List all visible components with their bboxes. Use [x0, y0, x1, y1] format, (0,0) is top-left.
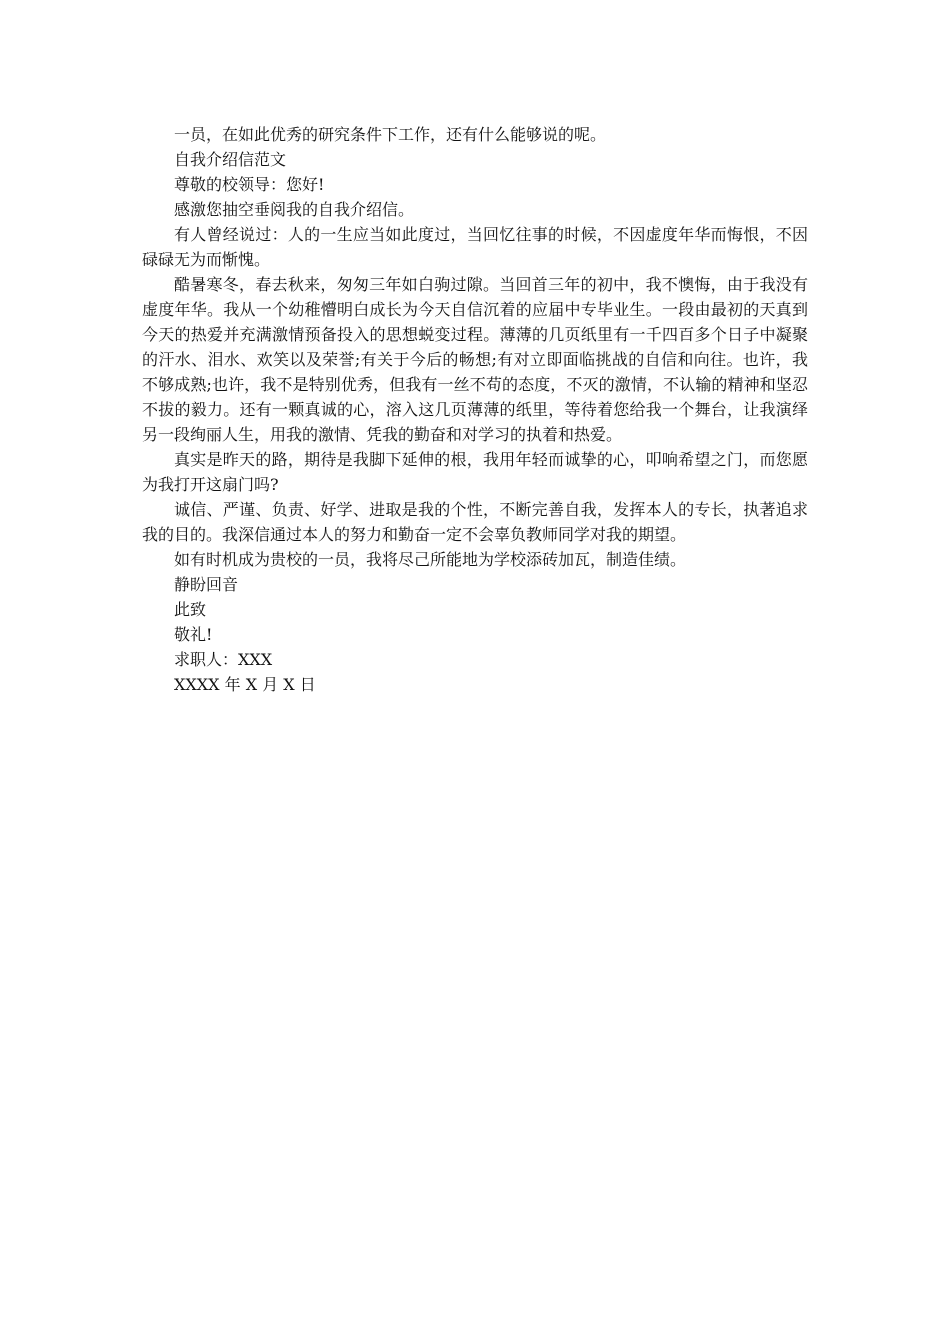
paragraph-commitment: 如有时机成为贵校的一员，我将尽己所能地为学校添砖加瓦，制造佳绩。 [174, 550, 687, 569]
closing-ci-zhi: 此致 [174, 600, 207, 619]
letter-title: 自我介绍信范文 [174, 150, 287, 169]
closing-jing-li: 敬礼! [174, 625, 213, 644]
paragraph-continuation: 一员，在如此优秀的研究条件下工作，还有什么能够说的呢。 [174, 125, 607, 144]
closing-await-reply: 静盼回音 [174, 575, 239, 594]
signature-applicant: 求职人：XXX [174, 650, 273, 669]
document-page [142, 122, 808, 697]
salutation: 尊敬的校领导：您好! [174, 175, 325, 194]
paragraph-quote: 有人曾经说过：人的一生应当如此度过，当回忆往事的时候，不因虚度年华而悔恨，不因碌碌无为而惭愧。 [142, 225, 808, 269]
paragraph-thanks: 感激您抽空垂阅我的自我介绍信。 [174, 200, 415, 219]
paragraph-personality: 诚信、严谨、负责、好学、进取是我的个性，不断完善自我，发挥本人的专长，执著追求我的目的。我深信通过本人的努力和勤奋一定不会辜负教师同学对我的期望。 [142, 500, 808, 544]
paragraph-hope: 真实是昨天的路，期待是我脚下延伸的根，我用年轻而诚挚的心，叩响希望之门，而您愿为我打开这扇门吗? [142, 450, 808, 494]
paragraph-body-main: 酷暑寒冬，春去秋来，匆匆三年如白驹过隙。当回首三年的初中，我不懊悔，由于我没有虚度年华。我从一个幼稚懵明白成长为今天自信沉着的应届中专毕业生。一段由最初的天真到今天的热爱并充满激情预备投入的思想蜕变过程。薄薄的几页纸里有一千四百多个日子中凝聚的汗水、泪水、欢笑以及荣誉;有关于今后的畅想;有对立即面临挑战的自信和向往。也许，我不够成熟;也许，我不是特别优秀，但我有一丝不苟的态度，不灭的激情，不认输的精神和坚忍不拔的毅力。还有一颗真诚的心，溶入这几页薄薄的纸里，等待着您给我一个舞台，让我演绎另一段绚丽人生，用我的激情、凭我的勤奋和对学习的执着和热爱。 [142, 275, 808, 444]
signature-date: XXXX 年 X 月 X 日 [174, 675, 316, 694]
